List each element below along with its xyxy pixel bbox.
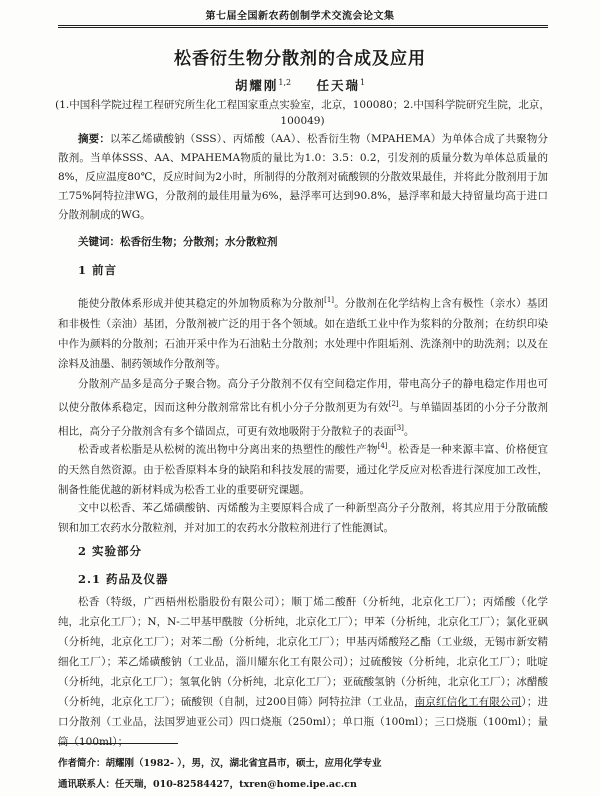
citation: [2] (388, 400, 399, 408)
citation: [1] (324, 296, 335, 304)
citation: [4] (377, 442, 388, 450)
author-affil-mark: 1 (360, 77, 366, 87)
intro-paragraph-3 (58, 436, 548, 500)
section-heading-experimental: 2 实验部分 (78, 544, 143, 558)
affiliation: (1.中国科学院过程工程研究所生化工程国家重点实验室，北京，100080；2.中国科学院研究生院，北京，100049) (55, 99, 550, 127)
author-affil-mark: 1,2 (278, 77, 292, 87)
author-line (0, 76, 600, 94)
intro-paragraph-2 (58, 374, 548, 441)
running-header: 第七届全国新农药创制学术交流会论文集 (205, 11, 395, 22)
para-text: 。与单锚固基团的小分子分散剂相比，高分子分散剂含有多个锚固点，可更有效地吸附于分散粒子的表面 (58, 401, 549, 437)
contact-footnote: 通讯联系人：任天瑞，010-82584427，txren@home.ipe.ac.cn (58, 779, 357, 790)
abstract-text: 以苯乙烯磺酸钠（SSS）、丙烯酸（AA）、松香衍生物（MPAHEMA）为单体合成了共聚物分散剂。当单体SSS、AA、MPAHEMA物质的量比为1.0：3.5：0.2，引发剂的质量分数为单体总质量的8%，反应温度80℃，反应时间为2小时，所制得的分散剂对硫酸钡的分散效果最佳，并将此分散剂用于加工75%阿特拉津WG，分散剂的最佳用量为6%，悬浮率可达到90.8%，悬浮率和最大持留量均高于进口分散剂制成的WG。 (58, 133, 548, 221)
header-rule (58, 25, 548, 28)
keywords (78, 233, 548, 251)
materials-paragraph (58, 592, 548, 752)
intro-paragraph-1 (58, 290, 548, 374)
author-name: 胡耀刚 (234, 78, 279, 93)
para-text: 松香或者松脂是从松树的流出物中分离出来的热塑性的酸性产物 (78, 443, 378, 456)
para-text: 。松香是一种来源丰富、价格便宜的天然自然资源。由于松香原料本身的缺陷和科技发展的需要，通过化学反应对松香进行深度加工改性，制备性能优越的新材料成为松香工业的重要研究课题。 (58, 443, 549, 496)
para-text: 。分散剂在化学结构上含有极性（亲水）基团和非极性（亲油）基团，分散剂被广泛的用于各个领域。如在造纸工业中作为浆料的分散剂；在纺织印染中作为颜料的分散剂；石油开采中作为石油粘土分散剂；水处理中作阻垢剂、洗涤剂中的助洗剂；以及在涂料及油墨、制药领域作分散剂等。 (58, 297, 549, 370)
para-text: 。 (403, 425, 415, 437)
para-text: 能使分散体系形成并使其稳定的外加物质称为分散剂 (78, 297, 325, 310)
section-heading-intro: 1 前言 (78, 263, 118, 277)
footnote-rule (58, 743, 178, 744)
abstract-label: 摘要： (78, 133, 111, 145)
underlined-supplier: 南京红信化工有限公司 (414, 696, 522, 708)
abstract (58, 130, 548, 225)
para-text: 分散剂产品多是高分子聚合物。高分子分散剂不仅有空间稳定作用，带电高分子的静电稳定作用也可以使分散体系稳定，因而这种分散剂常常比有机小分子分散剂更为有效 (58, 378, 548, 414)
para-text: ）；进口分散剂（工业品，法国罗迪亚公司）四口烧瓶（250ml）；单口瓶（100ml）；三口烧瓶（100ml）；量筒（100ml）； (58, 696, 549, 748)
subsection-heading-materials: 2.1 药品及仪器 (78, 572, 169, 586)
intro-paragraph-4: 文中以松香、苯乙烯磺酸钠、丙烯酸为主要原料合成了一种新型高分子分散剂，将其应用于分散硫酸钡和加工农药水分散粒剂，并对加工的农药水分散粒剂进行了性能测试。 (58, 502, 548, 534)
keywords-text: 松香衍生物；分散剂；水分散粒剂 (120, 236, 278, 248)
author-name: 任天瑞 (316, 78, 361, 93)
author-footnote: 作者简介：胡耀刚（1982- ），男，汉，湖北省宜昌市，硕士，应用化学专业 (58, 758, 382, 769)
para-text: 松香（特级，广西梧州松脂股份有限公司）；顺丁烯二酸酐（分析纯，北京化工厂）；丙烯酸（化学纯，北京化工厂）；N，N-二甲基甲酰胺（分析纯，北京化工厂）；甲苯（分析纯，北京化工厂）；氯化亚砜（分析纯，北京化工厂）；对苯二酚（分析纯，北京化工厂）；甲基丙烯酸羟乙酯（工业级，无锡市新安精细化工厂）；苯乙烯磺酸钠（工业品，淄川耀东化工有限公司）；过硫酸铵（分析纯，北京化工厂）；吡啶（分析纯，北京化工厂）；氢氧化钠（分析纯，北京化工厂）；亚硫酸氢钠（分析纯，北京化工厂）；冰醋酸（分析纯，北京化工厂）；硫酸钡（自制，过200目筛）阿特拉津（工业品， (58, 596, 548, 708)
article-title: 松香衍生物分散剂的合成及应用 (174, 49, 426, 69)
citation: [3] (394, 423, 404, 432)
keywords-label: 关键词： (78, 236, 120, 248)
